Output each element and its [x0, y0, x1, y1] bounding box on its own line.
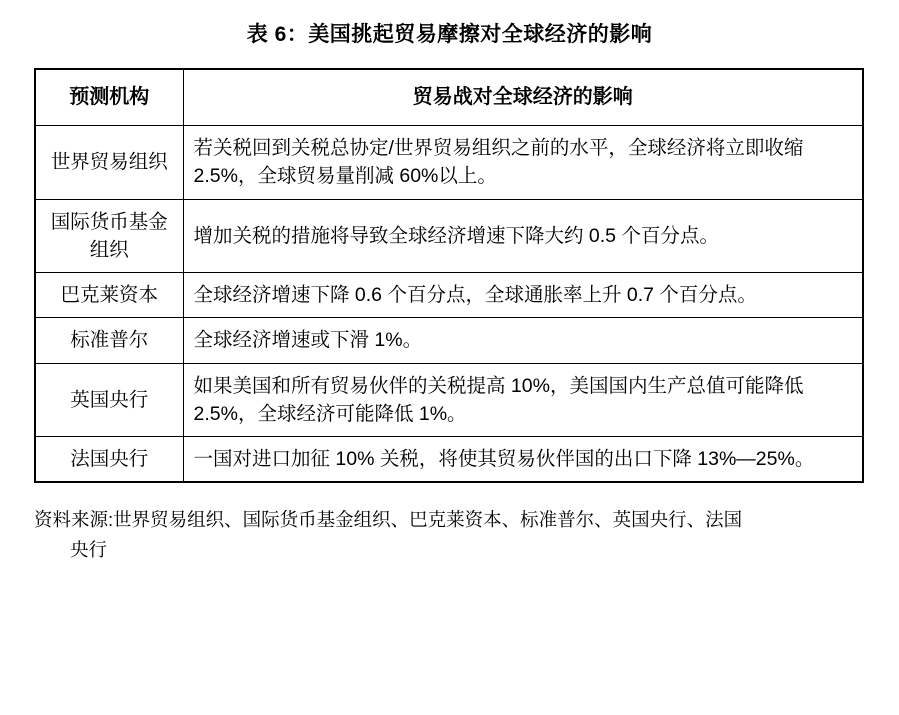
table-row: [35, 126, 863, 200]
table-container: [34, 68, 865, 483]
column-header-organization: 预测机构: [35, 69, 183, 126]
impact-table: [34, 68, 864, 483]
table-row: [35, 318, 863, 363]
table-row: [35, 363, 863, 437]
cell-impact: 如果美国和所有贸易伙伴的关税提高 10%，美国国内生产总值可能降低 2.5%，全球经济可能降低 1%。: [183, 363, 863, 437]
cell-impact: 全球经济增速下降 0.6 个百分点，全球通胀率上升 0.7 个百分点。: [183, 273, 863, 318]
column-header-impact: 贸易战对全球经济的影响: [183, 69, 863, 126]
source-text-line1: 世界贸易组织、国际货币基金组织、巴克莱资本、标准普尔、英国央行、法国: [113, 509, 743, 531]
table-row: [35, 199, 863, 273]
cell-organization: 世界贸易组织: [35, 126, 183, 200]
cell-impact: 若关税回到关税总协定/世界贸易组织之前的水平，全球经济将立即收缩 2.5%，全球贸易量削减 60%以上。: [183, 126, 863, 200]
source-text-line2: 央行: [70, 538, 108, 560]
table-row: [35, 437, 863, 483]
cell-organization: 法国央行: [35, 437, 183, 483]
page-title: 表 6：美国挑起贸易摩擦对全球经济的影响: [246, 23, 653, 46]
cell-organization: 巴克莱资本: [35, 273, 183, 318]
cell-impact: 一国对进口加征 10% 关税，将使其贸易伙伴国的出口下降 13%—25%。: [183, 437, 863, 483]
cell-organization: 国际货币基金组织: [35, 199, 183, 273]
document-page: [0, 18, 899, 715]
table-row: [35, 273, 863, 318]
table-header-row: [35, 69, 863, 126]
source-note: [34, 505, 865, 564]
source-label: 资料来源:: [34, 509, 114, 531]
cell-organization: 标准普尔: [35, 318, 183, 363]
cell-impact: 增加关税的措施将导致全球经济增速下降大约 0.5 个百分点。: [183, 199, 863, 273]
cell-organization: 英国央行: [35, 363, 183, 437]
cell-impact: 全球经济增速或下滑 1%。: [183, 318, 863, 363]
